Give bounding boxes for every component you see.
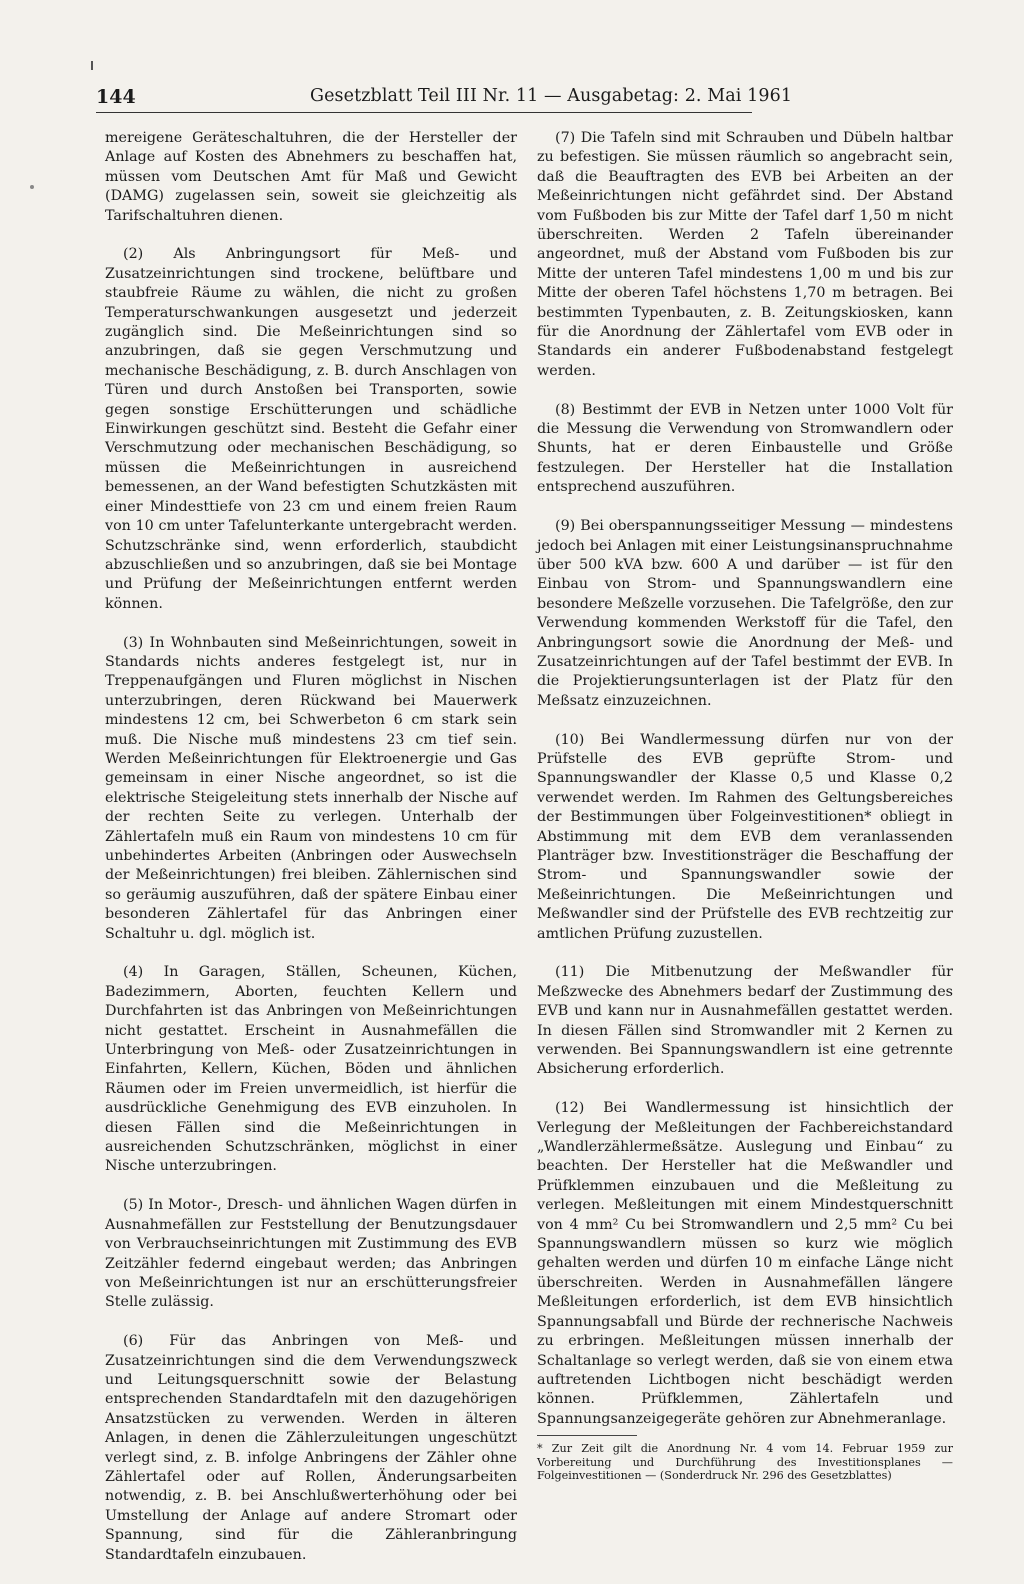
page-header	[96, 84, 793, 113]
paragraph-3: (3) In Wohnbauten sind Meßeinrichtungen, soweit in Standards nichts anderes festgelegt ist, nur in Treppenaufgängen und Fluren möglichst in Nischen unterzubringen, deren Rückwand bei Mauerwerk mindestens 12 cm, bei Schwerbeton 6 cm stark sein muß. Die Nische muß mindestens 23 cm tief sein. Werden Meßeinrichtungen für Elektroenergie und Gas gemeinsam in einer Nische angeordnet, so ist die elektrische Steigeleitung stets innerhalb der Nische auf der rechten Seite zu verlegen. Unterhalb der Zählertafeln muß ein Raum von mindestens 10 cm für unbehindertes Arbeiten (Anbringen oder Auswechseln der Meßeinrichtungen) frei bleiben. Zählernischen sind so geräumig auszuführen, daß der spätere Einbau einer besonderen Zählertafel für das Anbringen einer Schaltuhr u. dgl. möglich ist.	[105, 634, 517, 942]
paragraph-10: (10) Bei Wandlermessung dürfen nur von der Prüfstelle des EVB geprüfte Strom- und Spannungswandler der Klasse 0,5 und Klasse 0,2 verwendet werden. Im Rahmen des Geltungsbereiches der Bestimmungen über Folgeinvestitionen* obliegt in Abstimmung mit dem EVB dem veranlassenden Planträger bzw. Investitionsträger die Beschaffung der Strom- und Spannungswandler sowie der Meßeinrichtungen. Die Meßeinrichtungen und Meßwandler sind der Prüfstelle des EVB rechtzeitig zur amtlichen Prüfung zuzustellen.	[537, 731, 953, 942]
margin-dot	[30, 185, 34, 189]
left-column	[105, 129, 517, 1584]
paragraph-5: (5) In Motor-, Dresch- und ähnlichen Wagen dürfen in Ausnahmefällen zur Feststellung der Benutzungsdauer von Verbrauchseinrichtungen mit Zustimmung des EVB Zeitzähler federnd eingebaut werden; das Anbringen von Meßeinrichtungen ist nur an erschütterungsfreier Stelle zulässig.	[105, 1197, 517, 1311]
paragraph-8: (8) Bestimmt der EVB in Netzen unter 1000 Volt für die Messung die Verwendung von Stromwandlern oder Shunts, hat er deren Einbaustelle und Größe festzulegen. Der Hersteller hat die Installation entsprechend auszuführen.	[537, 401, 953, 496]
footnote: * Zur Zeit gilt die Anordnung Nr. 4 vom 14. Februar 1959 zur Vorbereitung und Durchführung des Investitionsplanes — Folgeinvestitionen — (Sonderdruck Nr. 296 des Gesetzblattes)	[537, 1442, 953, 1482]
paragraph-2: (2) Als Anbringungsort für Meß- und Zusatzeinrichtungen sind trockene, belüftbare und staubfreie Räume zu wählen, die nicht zu großen Temperaturschwankungen ausgesetzt und jederzeit zugänglich sind. Die Meßeinrichtungen sind so anzubringen, daß sie gegen Verschmutzung und mechanische Beschädigung, z. B. durch Anschlagen von Türen und durch Anstoßen bei Transporten, sowie gegen sonstige Erschütterungen und schädliche Einwirkungen geschützt sind. Besteht die Gefahr einer Verschmutzung oder mechanischen Beschädigung, so müssen die Meßeinrichtungen in ausreichend bemessenen, an der Wand befestigten Schutzkästen mit einer Mindesttiefe von 23 cm und einem freien Raum von 10 cm unter Tafelunterkante untergebracht werden. Schutzschränke sind, wenn erforderlich, staubdicht abzuschließen und so anzubringen, daß sie bei Montage und Prüfung der Meßeinrichtungen entfernt werden können.	[105, 246, 517, 612]
footnote-rule	[537, 1435, 637, 1436]
page-number: 144	[96, 86, 136, 108]
margin-mark	[91, 61, 93, 70]
paragraph-7: (7) Die Tafeln sind mit Schrauben und Dübeln haltbar zu befestigen. Sie müssen räumlich so angebracht sein, daß die Beauftragten des EVB bei Arbeiten an der Meßeinrichtungen nicht gefährdet sind. Der Abstand vom Fußboden bis zur Mitte der Tafel darf 1,50 m nicht überschreiten. Werden 2 Tafeln übereinander angeordnet, muß der Abstand vom Fußboden bis zur Mitte der unteren Tafel mindestens 1,00 m und bis zur Mitte der oberen Tafel höchstens 1,70 m betragen. Bei bestimmten Typenbauten, z. B. Zeitungskiosken, kann für die Anordnung der Zählertafel vom EVB oder in Standards ein anderer Fußbodenabstand festgelegt werden.	[537, 130, 953, 379]
paragraph-4: (4) In Garagen, Ställen, Scheunen, Küchen, Badezimmern, Aborten, feuchten Kellern und Durchfahrten ist das Anbringen von Meßeinrichtungen nicht gestattet. Erscheint in Ausnahmefällen die Unterbringung von Meß- oder Zusatzeinrichtungen in Einfahrten, Kellern, Küchen, Böden und ähnlichen Räumen oder im Freien unvermeidlich, ist hierfür die ausdrückliche Genehmigung des EVB einzuholen. In diesen Fällen sind die Meßeinrichtungen in ausreichenden Schutzschränken, möglichst in einer Nische unterzubringen.	[105, 964, 517, 1175]
header-title: Gesetzblatt Teil III Nr. 11 — Ausgabetag: 2. Mai 1961	[310, 86, 793, 106]
paragraph-9: (9) Bei oberspannungsseitiger Messung — mindestens jedoch bei Anlagen mit einer Leistungsinanspruchnahme über 500 kVA bzw. 600 A und darüber — ist für den Einbau von Strom- und Spannungswandlern eine besondere Meßzelle vorzusehen. Die Tafelgröße, den zur Verwendung kommenden Werkstoff für die Tafel, den Anbringungsort sowie die Anordnung der Meß- und Zusatzeinrichtungen auf der Tafel bestimmt der EVB. In die Projektierungsunterlagen ist der Platz für den Meßsatz einzuzeichnen.	[537, 518, 953, 709]
paragraph-6: (6) Für das Anbringen von Meß- und Zusatzeinrichtungen sind die dem Verwendungszweck und Leitungsquerschnitt sowie der Belastung entsprechenden Standardtafeln mit den dazugehörigen Ansatzstücken zu verwenden. Werden in älteren Anlagen, in denen die Zählerzuleitungen ungeschützt verlegt sind, z. B. infolge Anbringens der Zähler ohne Zählertafel oder auf Rollen, Änderungsarbeiten notwendig, z. B. bei Anschlußwerterhöhung oder bei Umstellung der Anlage auf andere Stromart oder Spannung, sind für die Zähleranbringung Standardtafeln einzubauen.	[105, 1333, 517, 1563]
right-column	[537, 129, 953, 1502]
paragraph-11: (11) Die Mitbenutzung der Meßwandler für Meßzwecke des Abnehmers bedarf der Zustimmung des EVB und kann nur in Ausnahmefällen gestattet werden. In diesen Fällen sind Stromwandler mit 2 Kernen zu verwenden. Bei Spannungswandlern ist eine getrennte Absicherung erforderlich.	[537, 964, 953, 1078]
paragraph-1-continuation: mereigene Geräteschaltuhren, die der Hersteller der Anlage auf Kosten des Abnehmers zu beschaffen hat, müssen vom Deutschen Amt für Maß und Gewicht (DAMG) zugelassen sein, soweit sie gleichzeitig als Tarifschaltuhren dienen.	[105, 130, 517, 224]
paragraph-12: (12) Bei Wandlermessung ist hinsichtlich der Verlegung der Meßleitungen der Fachbereichstandard „Wandlerzählermeßsätze. Auslegung und Einbau“ zu beachten. Der Hersteller hat die Meßwandler und Prüfklemmen einzubauen und die Meßleitung zu verlegen. Meßleitungen mit einem Mindestquerschnitt von 4 mm² Cu bei Stromwandlern und 2,5 mm² Cu bei Spannungswandlern müssen so kurz wie möglich gehalten werden und dürfen 10 m einfache Länge nicht überschreiten. Werden in Ausnahmefällen längere Meßleitungen erforderlich, ist dem EVB hinsichtlich Spannungsabfall und Bürde der rechnerische Nachweis zu erbringen. Meßleitungen müssen innerhalb der Schaltanlage so verlegt werden, daß sie von einem etwa auftretenden Lichtbogen nicht beschädigt werden können. Prüfklemmen, Zählertafeln und Spannungsanzeigegeräte gehören zur Abnehmeranlage.	[537, 1100, 953, 1427]
